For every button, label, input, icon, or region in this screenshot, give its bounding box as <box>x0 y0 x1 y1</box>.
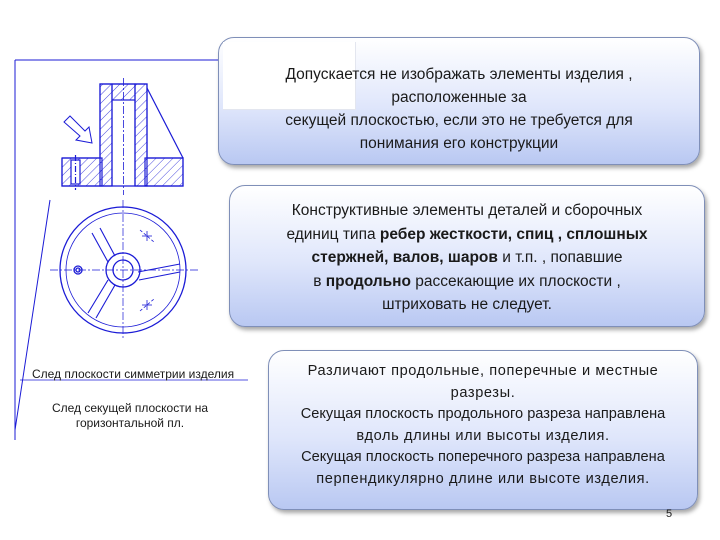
box3-line1: Различают продольные, поперечные и местные <box>307 363 659 379</box>
box3-line3: Секущая плоскость продольного разреза направлена <box>300 406 666 422</box>
base-left-hatch <box>62 158 102 186</box>
box1-line4: понимания его конструкции <box>359 135 559 152</box>
symmetry-plane-label: След плоскости симметрии изделия <box>31 367 235 381</box>
section-view <box>62 78 183 195</box>
box2-line4: в продольно рассекающие их плоскости , <box>313 272 621 290</box>
info-box-partial-omission <box>218 37 700 165</box>
frame-lines <box>15 60 248 440</box>
box2-line2: единиц типа ребер жесткости, спиц , сплошных <box>286 225 648 243</box>
rib-outline <box>147 88 183 158</box>
box1-line3: секущей плоскостью, если это не требуется для <box>285 112 633 129</box>
wall-right-hatch <box>135 84 147 186</box>
box3-line4: вдоль длины или высоты изделия. <box>356 427 610 444</box>
box2-line5: штриховать не следует. <box>382 296 552 313</box>
box3-line6: перпендикулярно длине или высоте изделия. <box>316 470 650 487</box>
box2-line3: стержней, валов, шаров и т.п. , попавшие <box>311 249 623 266</box>
spokes <box>88 228 180 318</box>
page-number: 5 <box>666 508 673 520</box>
cutting-plane-label: След секущей плоскости на горизонтальной пл. <box>51 401 209 430</box>
box1-line1: Допускается не изображать элементы изделия , <box>285 66 633 83</box>
box3-line5: Секущая плоскость поперечного разреза направлена <box>301 449 665 465</box>
base-right-hatch <box>145 158 183 186</box>
wall-left-hatch <box>100 84 112 186</box>
box1-line2: расположенные за <box>391 89 527 106</box>
box2-line1: Конструктивные элементы деталей и сборочных <box>291 202 643 219</box>
info-box-no-hatching <box>229 185 705 327</box>
box3-line2: разрезы. <box>450 384 516 401</box>
plan-view <box>50 200 200 340</box>
info-box-section-types <box>268 350 698 510</box>
view-arrow <box>64 116 92 143</box>
